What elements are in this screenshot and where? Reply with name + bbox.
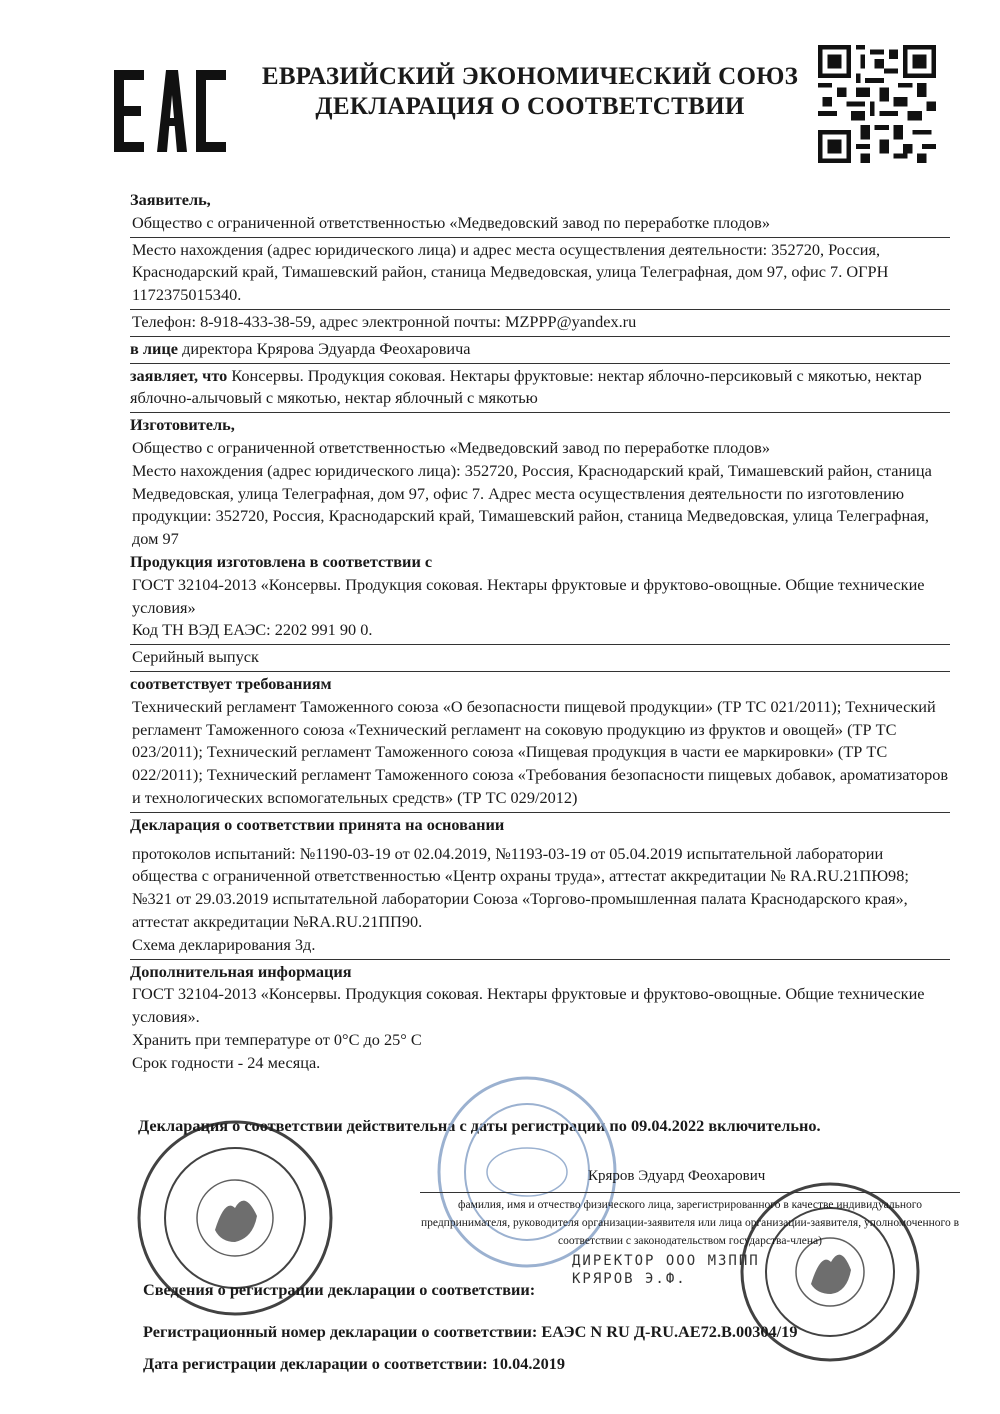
registration-number: Регистрационный номер декларации о соответствии: ЕАЭС N RU Д-RU.АЕ72.В.00304/19 [143, 1322, 798, 1341]
declaration-body [130, 188, 950, 1076]
statement-label: заявляет, что [130, 365, 228, 385]
title-union: ЕВРАЗИЙСКИЙ ЭКОНОМИЧЕСКИЙ СОЮЗ [261, 63, 799, 90]
representative-label: в лице [130, 338, 178, 358]
registration-info-label: Сведения о регистрации декларации о соответствии: [143, 1280, 536, 1299]
basis-heading: Декларация о соответствии принята на основании [130, 814, 505, 834]
produced-code: Код ТН ВЭД ЕАЭС: 2202 991 90 0. [132, 620, 373, 640]
title-declaration: ДЕКЛАРАЦИЯ О СООТВЕТСТВИИ [315, 93, 745, 120]
registration-date: Дата регистрации декларации о соответствии: 10.04.2019 [143, 1354, 565, 1373]
qr-code-icon [818, 45, 936, 163]
applicant-contacts: Телефон: 8-918-433-38-59, адрес электронной почты: MZPPP@yandex.ru [132, 311, 637, 331]
applicant-address-section [130, 238, 950, 310]
applicant-address: Место нахождения (адрес юридического лица) и адрес места осуществления деятельности: 352720, Россия, Краснодарский край, Тимашевский район, станица Медведовская, улица Телеграфная, дом 97, офис 7. ОГРН 1172375015340. [132, 239, 889, 305]
manufacturer-address: Место нахождения (адрес юридического лица): 352720, Россия, Краснодарский край, Тимашевский район, станица Медведовская, улица Телеграфная, дом 97, офис 7. Адрес места осуществления деятельности по изготовлению продукции: 352720, Россия, Краснодарский край, Тимашевский район, станица Медведовская, улица Телеграфная, дом 97 [132, 460, 932, 549]
additional-heading: Дополнительная информация [130, 961, 352, 981]
produced-serial: Серийный выпуск [132, 647, 259, 667]
validity-statement: Декларация о соответствии действительна с даты регистрации по 09.04.2022 включительно. [138, 1116, 821, 1135]
additional-section [130, 960, 950, 1077]
basis-scheme: Схема декларирования 3д. [132, 934, 316, 954]
signer-caption: фамилия, имя и отчество физического лица, зарегистрированного в качестве индивидуального предпринимателя, руководителя организации-заявителя или лица организации-заявителя, уполномоченного в соответствии с законодательством государства-члена) [420, 1199, 960, 1247]
director-stamp [572, 1252, 760, 1288]
statement-text: Консервы. Продукция соковая. Нектары фруктовые: нектар яблочно-персиковый с мякотью, нектар яблочно-алычовый с мякотью, нектар яблочный с мякотью [130, 365, 922, 408]
manufacturer-name: Общество с ограниченной ответственностью «Медведовский завод по переработке плодов» [132, 437, 771, 457]
representative-text: директора Крярова Эдуарда Феохаровича [178, 338, 471, 358]
applicant-section [130, 188, 950, 238]
additional-standard: ГОСТ 32104-2013 «Консервы. Продукция соковая. Нектары фруктовые и фруктово-овощные. Общие технические условия». [132, 984, 925, 1027]
manufacturer-heading: Изготовитель, [130, 415, 235, 435]
produced-heading: Продукция изготовлена в соответствии с [130, 551, 433, 571]
stamp-line-2: КРЯРОВ Э.Ф. [572, 1271, 687, 1287]
basis-section [130, 813, 950, 960]
additional-storage: Хранить при температуре от 0°С до 25° С [132, 1029, 422, 1049]
serial-section [130, 645, 950, 672]
conforms-section [130, 672, 950, 813]
signature-line [420, 1192, 960, 1193]
applicant-heading: Заявитель, [130, 190, 211, 209]
produced-standard: ГОСТ 32104-2013 «Консервы. Продукция соковая. Нектары фруктовые и фруктово-овощные. Общие технические условия» [132, 574, 925, 617]
document-title [250, 62, 810, 122]
signer-name: Кряров Эдуард Феохарович [588, 1168, 766, 1184]
manufacturer-section [130, 413, 950, 645]
additional-shelf-life: Срок годности - 24 месяца. [132, 1052, 321, 1072]
applicant-name: Общество с ограниченной ответственностью «Медведовский завод по переработке плодов» [132, 212, 771, 232]
statement-section [130, 364, 950, 414]
conforms-text: Технический регламент Таможенного союза «О безопасности пищевой продукции» (ТР ТС 021/2011); Технический регламент Таможенного союза «Технический регламент на соковую продукцию из фруктов и овощей» (ТР ТС 023/2011); Технический регламент Таможенного союза «Пищевая продукция в части ее маркировки» (ТР ТС 022/2011); Технический регламент Таможенного союза «Требования безопасности пищевых добавок, ароматизаторов и технологических вспомогательных средств» (ТР ТС 029/2012) [132, 696, 949, 807]
representative-section [130, 337, 950, 364]
stamp-line-1: ДИРЕКТОР ООО МЗППП [572, 1253, 760, 1269]
basis-text: протоколов испытаний: №1190-03-19 от 02.04.2019, №1193-03-19 от 05.04.2019 испытательной лаборатории общества с ограниченной ответственностью «Центр охраны труда», аттестат аккредитации № RA.RU.21ПЮ98; №321 от 29.03.2019 испытательной лаборатории Союза «Торгово-промышленная палата Краснодарского края», аттестат аккредитации №RA.RU.21ПП90. [132, 843, 909, 931]
eac-logo [112, 60, 232, 160]
conforms-heading: соответствует требованиям [130, 673, 332, 693]
applicant-contacts-section [130, 310, 950, 337]
